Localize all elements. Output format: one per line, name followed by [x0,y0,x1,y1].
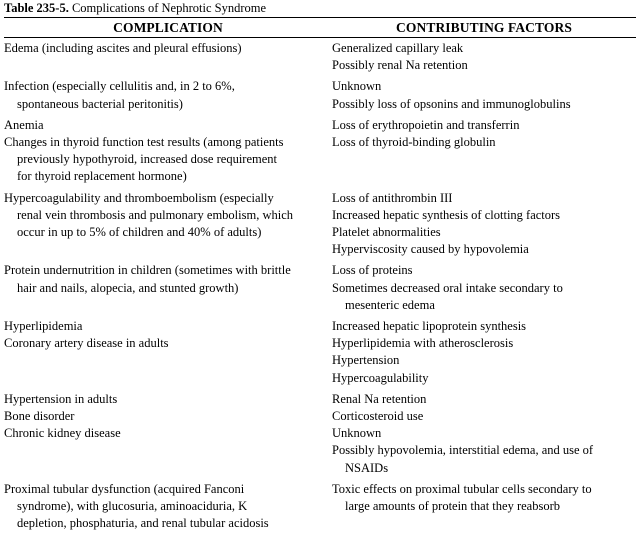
factors-cell [332,78,636,112]
factors-cell [332,391,636,408]
complication-cell [4,481,332,533]
table-container [4,1,636,532]
table-row [4,78,636,112]
factors-cell [332,335,636,387]
complication-line: Infection (especially cellulitis and, in 2 to 6%, [4,79,235,94]
complication-line: Changes in thyroid function test results (among patients [4,135,284,150]
complication-line: renal vein thrombosis and pulmonary embolism, which [17,207,293,222]
table-row [4,335,636,387]
factor-line: Corticosteroid use [332,409,424,424]
complication-cell [4,335,332,352]
table-body [4,40,636,532]
complication-line: Hyperlipidemia [4,319,83,334]
complication-line: Chronic kidney disease [4,426,121,441]
complication-line: syndrome), with glucosuria, aminoaciduria, K [17,499,248,514]
factor-line: Generalized capillary leak [332,41,464,55]
complication-cell [4,78,332,112]
factor-line: Hypercoagulability [332,370,429,385]
factor-line: Increased hepatic synthesis of clotting factors [332,207,561,222]
complication-cell [4,408,332,425]
table-row [4,262,636,314]
factors-cell [332,481,636,515]
factors-cell [332,425,636,477]
factor-line: Hyperlipidemia with atherosclerosis [332,336,514,351]
complication-line: Protein undernutrition in children (sometimes with brittle [4,263,291,278]
complication-line: Proximal tubular dysfunction (acquired Fanconi [4,481,245,496]
complication-cell [4,40,332,57]
factor-line: Loss of proteins [332,263,413,278]
factor-line: Sometimes decreased oral intake secondary to [332,280,563,295]
complication-line: Anemia [4,117,44,132]
complication-cell [4,262,332,296]
table-row [4,391,636,408]
complication-cell [4,425,332,442]
complication-line: Hypertension in adults [4,391,118,406]
table-number: Table 235-5. [4,1,69,15]
header-complication: COMPLICATION [113,19,223,35]
factor-line: Hyperviscosity caused by hypovolemia [332,242,529,257]
complication-line: hair and nails, alopecia, and stunted growth) [17,280,239,295]
factor-line: large amounts of protein that they reabsorb [345,499,560,514]
complication-cell [4,117,332,134]
table-row [4,425,636,477]
table-row [4,40,636,74]
table-title [4,1,636,17]
factor-line: Loss of antithrombin III [332,190,453,205]
factor-line: Platelet abnormalities [332,225,441,240]
factor-line: Possibly loss of opsonins and immunoglobulins [332,96,571,111]
factors-cell [332,262,636,314]
complication-line: occur in up to 5% of children and 40% of adults) [17,225,262,240]
complication-cell [4,190,332,242]
complication-line: for thyroid replacement hormone) [17,169,187,184]
factor-line: Loss of erythropoietin and transferrin [332,117,520,132]
table-row [4,134,636,186]
complication-cell [4,318,332,335]
factors-cell [332,408,636,425]
factor-line: Possibly renal Na retention [332,58,468,73]
factors-cell [332,40,636,74]
complication-cell [4,134,332,186]
table-row [4,408,636,425]
table-caption: Complications of Nephrotic Syndrome [68,1,267,15]
factors-cell [332,134,636,151]
header-rule [4,37,636,38]
table-row [4,318,636,335]
factor-line: Renal Na retention [332,391,427,406]
complication-cell [4,391,332,408]
factor-line: NSAIDs [345,460,389,475]
factor-line: Hypertension [332,353,400,368]
factor-line: Possibly hypovolemia, interstitial edema, and use of [332,443,594,458]
header-contributing-factors: CONTRIBUTING FACTORS [396,19,572,35]
factor-line: Increased hepatic lipoprotein synthesis [332,319,527,334]
factor-line: Loss of thyroid-binding globulin [332,135,496,150]
complication-line: Coronary artery disease in adults [4,336,169,351]
table-row [4,190,636,259]
factors-cell [332,318,636,335]
factor-line: Unknown [332,426,382,441]
table-header [4,18,636,37]
complication-line: spontaneous bacterial peritonitis) [17,96,183,111]
factors-cell [332,190,636,259]
table-row [4,117,636,134]
complication-line: Bone disorder [4,409,75,424]
complication-line: Hypercoagulability and thromboembolism (especially [4,190,274,205]
table-row [4,481,636,533]
factor-line: mesenteric edema [345,297,435,312]
complication-line: depletion, phosphaturia, and renal tubular acidosis [17,516,269,531]
complication-line: previously hypothyroid, increased dose requirement [17,152,277,167]
complication-line: Edema (including ascites and pleural effusions) [4,41,242,55]
factors-cell [332,117,636,134]
factor-line: Unknown [332,79,382,94]
factor-line: Toxic effects on proximal tubular cells secondary to [332,481,592,496]
